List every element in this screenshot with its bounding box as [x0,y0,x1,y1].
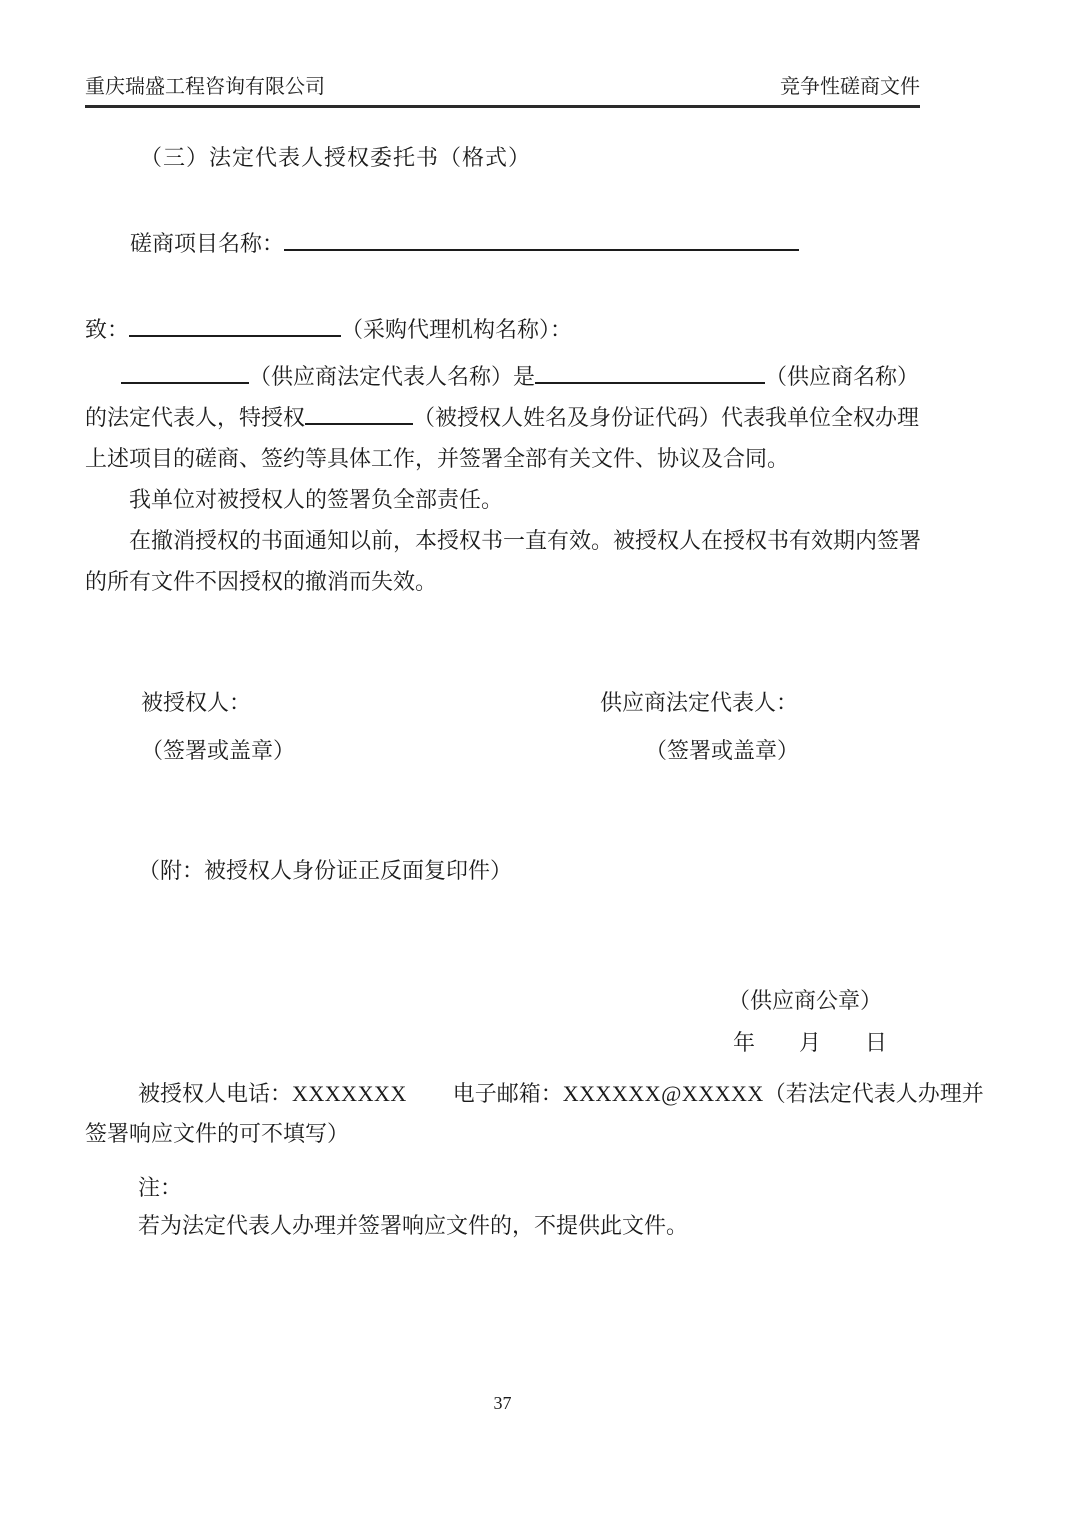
body-line-rep [85,356,920,397]
page-header [85,0,920,108]
notes-text: 若为法定代表人办理并签署响应文件的，不提供此文件。 [138,1213,689,1238]
to-label: 致： [85,317,130,342]
page-number: 37 [493,1393,512,1413]
notes-label: 注： [138,1175,183,1200]
signature-section [85,688,920,784]
addressee-line [85,314,920,346]
body-line-authorize [85,397,920,438]
rep-name-blank [121,361,249,384]
authorized-person-blank [305,402,413,425]
body-line-scope: 上述项目的磋商、签约等具体工作，并签署全部有关文件、协议及合同。 [85,446,790,471]
legal-rep-sign-note: （签署或盖章） [645,738,800,763]
header-company-name: 重庆瑞盛工程咨询有限公司 [85,76,325,98]
email-label: 电子邮箱： [452,1081,563,1106]
document-content [85,0,984,1241]
supplier-seal-note: （供应商公章） [728,988,883,1013]
project-name-label: 磋商项目名称： [130,231,285,256]
legal-rep-signature-column [600,688,799,766]
authorize-prefix: 的法定代表人，特授权 [85,405,306,430]
authorized-person-label: 被授权人： [141,690,252,715]
authorized-person-signature-column [141,688,295,766]
authorize-suffix: （被授权人姓名及身份证代码）代表我单位全权办理 [413,405,920,430]
date-line: 年 月 日 [733,1030,888,1055]
legal-rep-label: 供应商法定代表人： [600,690,799,715]
project-name-blank [284,228,799,251]
phone-placeholder-value: XXXXXXX [292,1081,407,1106]
email-placeholder-value: XXXXXX@XXXXX [562,1081,764,1106]
validity-paragraph-line1: 在撤消授权的书面通知以前，本授权书一直有效。被授权人在授权书有效期内签署 [129,528,922,553]
project-name-line [85,228,920,260]
rep-name-note: （供应商法定代表人名称）是 [249,364,536,389]
header-doc-type: 竞争性磋商文件 [780,76,920,98]
authorization-body [85,356,920,602]
email-note-part1: （若法定代表人办理并 [763,1081,984,1106]
page-title: （三）法定代表人授权委托书（格式） [140,145,532,170]
phone-label: 被授权人电话： [138,1081,293,1106]
validity-paragraph-line2: 的所有文件不因授权的撤消而失效。 [85,569,438,594]
contact-line [85,1079,984,1109]
attachment-note: （附：被授权人身份证正反面复印件） [138,858,513,883]
agency-name-note: （采购代理机构名称）： [341,317,573,342]
agency-name-blank [129,314,341,337]
supplier-name-blank [535,361,765,384]
email-note-part2: 签署响应文件的可不填写） [85,1121,350,1146]
authorized-person-sign-note: （签署或盖章） [141,738,296,763]
supplier-name-note: （供应商名称） [765,364,920,389]
responsibility-paragraph: 我单位对被授权人的签署负全部责任。 [129,487,504,512]
